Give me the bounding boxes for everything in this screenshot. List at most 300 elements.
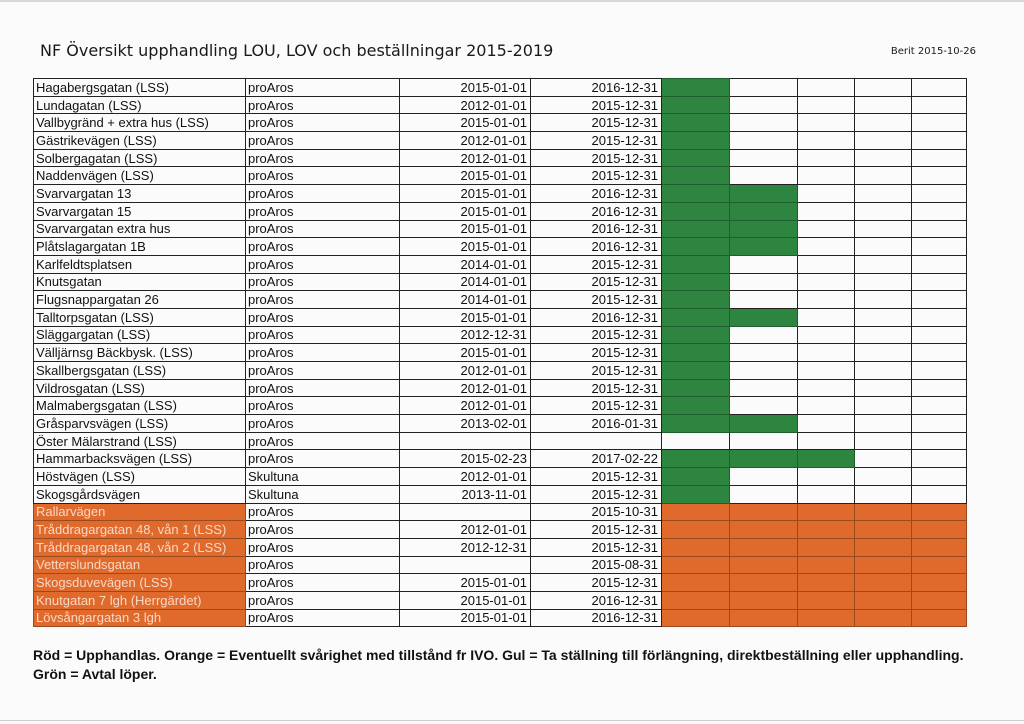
start-date-cell: 2015-02-23 bbox=[400, 450, 531, 468]
start-date-cell: 2013-11-01 bbox=[400, 485, 531, 503]
end-date-cell: 2015-12-31 bbox=[531, 521, 662, 539]
end-date-cell: 2015-08-31 bbox=[531, 556, 662, 574]
page-top-edge bbox=[0, 0, 1024, 2]
status-cell-1 bbox=[662, 609, 730, 627]
start-date-cell: 2012-01-01 bbox=[400, 96, 531, 114]
status-cell-5 bbox=[912, 149, 967, 167]
start-date-cell: 2015-01-01 bbox=[400, 185, 531, 203]
site-name-cell: Välljärnsg Bäckbysk. (LSS) bbox=[34, 344, 246, 362]
table-row bbox=[34, 415, 967, 433]
status-cell-5 bbox=[912, 432, 967, 450]
status-cell-3 bbox=[798, 485, 855, 503]
status-cell-2 bbox=[730, 574, 798, 592]
status-cell-3 bbox=[798, 503, 855, 521]
status-cell-2 bbox=[730, 415, 798, 433]
status-cell-1 bbox=[662, 468, 730, 486]
status-cell-4 bbox=[855, 591, 912, 609]
end-date-cell bbox=[531, 432, 662, 450]
status-cell-1 bbox=[662, 79, 730, 97]
status-cell-2 bbox=[730, 538, 798, 556]
page-bottom-edge bbox=[0, 720, 1024, 721]
table-row bbox=[34, 238, 967, 256]
status-cell-4 bbox=[855, 609, 912, 627]
provider-cell: proAros bbox=[246, 132, 400, 150]
status-cell-4 bbox=[855, 202, 912, 220]
provider-cell: proAros bbox=[246, 415, 400, 433]
site-name-cell: Talltorpsgatan (LSS) bbox=[34, 308, 246, 326]
end-date-cell: 2015-12-31 bbox=[531, 344, 662, 362]
status-cell-2 bbox=[730, 450, 798, 468]
status-cell-1 bbox=[662, 521, 730, 539]
status-cell-3 bbox=[798, 397, 855, 415]
start-date-cell: 2015-01-01 bbox=[400, 202, 531, 220]
end-date-cell: 2016-12-31 bbox=[531, 238, 662, 256]
status-cell-3 bbox=[798, 273, 855, 291]
status-cell-3 bbox=[798, 202, 855, 220]
start-date-cell: 2012-01-01 bbox=[400, 379, 531, 397]
end-date-cell: 2015-12-31 bbox=[531, 538, 662, 556]
end-date-cell: 2017-02-22 bbox=[531, 450, 662, 468]
status-cell-5 bbox=[912, 379, 967, 397]
status-cell-1 bbox=[662, 450, 730, 468]
status-cell-2 bbox=[730, 238, 798, 256]
status-cell-3 bbox=[798, 114, 855, 132]
table-row bbox=[34, 326, 967, 344]
site-name-cell: Naddenvägen (LSS) bbox=[34, 167, 246, 185]
status-cell-3 bbox=[798, 220, 855, 238]
status-cell-3 bbox=[798, 574, 855, 592]
status-cell-2 bbox=[730, 114, 798, 132]
site-name-cell: Tråddragargatan 48, vån 1 (LSS) bbox=[34, 521, 246, 539]
site-name-cell: Flugsnappargatan 26 bbox=[34, 291, 246, 309]
site-name-cell: Vetterslundsgatan bbox=[34, 556, 246, 574]
site-name-cell: Vildrosgatan (LSS) bbox=[34, 379, 246, 397]
status-cell-3 bbox=[798, 556, 855, 574]
status-cell-5 bbox=[912, 468, 967, 486]
provider-cell: proAros bbox=[246, 450, 400, 468]
table-row bbox=[34, 591, 967, 609]
status-cell-5 bbox=[912, 220, 967, 238]
site-name-cell: Skallbergsgatan (LSS) bbox=[34, 362, 246, 380]
status-cell-4 bbox=[855, 220, 912, 238]
status-cell-4 bbox=[855, 556, 912, 574]
status-cell-5 bbox=[912, 574, 967, 592]
start-date-cell: 2015-01-01 bbox=[400, 344, 531, 362]
status-cell-2 bbox=[730, 379, 798, 397]
provider-cell: proAros bbox=[246, 538, 400, 556]
table-row bbox=[34, 114, 967, 132]
start-date-cell: 2015-01-01 bbox=[400, 609, 531, 627]
status-cell-5 bbox=[912, 291, 967, 309]
status-cell-1 bbox=[662, 326, 730, 344]
status-cell-4 bbox=[855, 114, 912, 132]
status-cell-1 bbox=[662, 432, 730, 450]
status-cell-4 bbox=[855, 362, 912, 380]
status-cell-4 bbox=[855, 238, 912, 256]
start-date-cell: 2014-01-01 bbox=[400, 291, 531, 309]
provider-cell: Skultuna bbox=[246, 485, 400, 503]
status-cell-5 bbox=[912, 397, 967, 415]
end-date-cell: 2015-12-31 bbox=[531, 132, 662, 150]
table-row bbox=[34, 450, 967, 468]
start-date-cell: 2012-12-31 bbox=[400, 326, 531, 344]
status-cell-4 bbox=[855, 485, 912, 503]
status-cell-1 bbox=[662, 273, 730, 291]
provider-cell: Skultuna bbox=[246, 468, 400, 486]
site-name-cell: Höstvägen (LSS) bbox=[34, 468, 246, 486]
status-cell-4 bbox=[855, 326, 912, 344]
status-cell-4 bbox=[855, 503, 912, 521]
status-cell-3 bbox=[798, 379, 855, 397]
status-cell-1 bbox=[662, 167, 730, 185]
end-date-cell: 2016-12-31 bbox=[531, 609, 662, 627]
end-date-cell: 2015-12-31 bbox=[531, 326, 662, 344]
status-cell-1 bbox=[662, 185, 730, 203]
end-date-cell: 2015-12-31 bbox=[531, 485, 662, 503]
end-date-cell: 2015-10-31 bbox=[531, 503, 662, 521]
start-date-cell: 2015-01-01 bbox=[400, 114, 531, 132]
table-row bbox=[34, 485, 967, 503]
status-cell-4 bbox=[855, 344, 912, 362]
site-name-cell: Vallbygränd + extra hus (LSS) bbox=[34, 114, 246, 132]
status-cell-4 bbox=[855, 185, 912, 203]
status-cell-1 bbox=[662, 415, 730, 433]
status-cell-4 bbox=[855, 132, 912, 150]
site-name-cell: Lundagatan (LSS) bbox=[34, 96, 246, 114]
table-body bbox=[34, 79, 967, 627]
status-cell-5 bbox=[912, 185, 967, 203]
end-date-cell: 2015-12-31 bbox=[531, 291, 662, 309]
end-date-cell: 2016-12-31 bbox=[531, 185, 662, 203]
status-cell-5 bbox=[912, 114, 967, 132]
status-cell-2 bbox=[730, 485, 798, 503]
status-cell-2 bbox=[730, 185, 798, 203]
site-name-cell: Hammarbacksvägen (LSS) bbox=[34, 450, 246, 468]
provider-cell: proAros bbox=[246, 79, 400, 97]
table-row bbox=[34, 220, 967, 238]
status-cell-2 bbox=[730, 79, 798, 97]
status-cell-4 bbox=[855, 167, 912, 185]
status-cell-5 bbox=[912, 238, 967, 256]
status-cell-1 bbox=[662, 556, 730, 574]
table-row bbox=[34, 202, 967, 220]
provider-cell: proAros bbox=[246, 591, 400, 609]
status-cell-1 bbox=[662, 591, 730, 609]
table-row bbox=[34, 185, 967, 203]
status-cell-4 bbox=[855, 273, 912, 291]
table-row bbox=[34, 468, 967, 486]
status-cell-3 bbox=[798, 521, 855, 539]
end-date-cell: 2016-12-31 bbox=[531, 591, 662, 609]
status-cell-1 bbox=[662, 397, 730, 415]
start-date-cell bbox=[400, 432, 531, 450]
status-cell-4 bbox=[855, 79, 912, 97]
status-cell-4 bbox=[855, 468, 912, 486]
site-name-cell: Släggargatan (LSS) bbox=[34, 326, 246, 344]
site-name-cell: Solbergagatan (LSS) bbox=[34, 149, 246, 167]
site-name-cell: Rallarvägen bbox=[34, 503, 246, 521]
status-cell-5 bbox=[912, 344, 967, 362]
status-cell-2 bbox=[730, 468, 798, 486]
start-date-cell: 2012-01-01 bbox=[400, 468, 531, 486]
table-row bbox=[34, 344, 967, 362]
author-date: Berit 2015-10-26 bbox=[890, 46, 976, 57]
provider-cell: proAros bbox=[246, 308, 400, 326]
table-row bbox=[34, 96, 967, 114]
site-name-cell: Gästrikevägen (LSS) bbox=[34, 132, 246, 150]
status-cell-5 bbox=[912, 308, 967, 326]
status-cell-2 bbox=[730, 273, 798, 291]
status-cell-5 bbox=[912, 255, 967, 273]
status-cell-2 bbox=[730, 556, 798, 574]
status-cell-3 bbox=[798, 167, 855, 185]
status-cell-2 bbox=[730, 432, 798, 450]
status-cell-2 bbox=[730, 362, 798, 380]
start-date-cell: 2015-01-01 bbox=[400, 591, 531, 609]
status-cell-3 bbox=[798, 432, 855, 450]
provider-cell: proAros bbox=[246, 114, 400, 132]
provider-cell: proAros bbox=[246, 326, 400, 344]
status-cell-4 bbox=[855, 255, 912, 273]
start-date-cell: 2014-01-01 bbox=[400, 255, 531, 273]
table-row bbox=[34, 273, 967, 291]
status-cell-4 bbox=[855, 379, 912, 397]
site-name-cell: Gråsparvsvägen (LSS) bbox=[34, 415, 246, 433]
status-cell-3 bbox=[798, 609, 855, 627]
site-name-cell: Hagabergsgatan (LSS) bbox=[34, 79, 246, 97]
table-row bbox=[34, 503, 967, 521]
status-cell-4 bbox=[855, 538, 912, 556]
table-row bbox=[34, 574, 967, 592]
table-row bbox=[34, 79, 967, 97]
site-name-cell: Svarvargatan 13 bbox=[34, 185, 246, 203]
site-name-cell: Svarvargatan 15 bbox=[34, 202, 246, 220]
status-cell-3 bbox=[798, 149, 855, 167]
status-cell-3 bbox=[798, 415, 855, 433]
end-date-cell: 2015-12-31 bbox=[531, 362, 662, 380]
provider-cell: proAros bbox=[246, 432, 400, 450]
status-cell-4 bbox=[855, 432, 912, 450]
site-name-cell: Knutsgatan bbox=[34, 273, 246, 291]
status-cell-5 bbox=[912, 591, 967, 609]
end-date-cell: 2016-12-31 bbox=[531, 79, 662, 97]
page-title: NF Översikt upphandling LOU, LOV och beställningar 2015-2019 bbox=[40, 41, 554, 60]
status-cell-1 bbox=[662, 96, 730, 114]
provider-cell: proAros bbox=[246, 574, 400, 592]
site-name-cell: Skogsgårdsvägen bbox=[34, 485, 246, 503]
status-cell-3 bbox=[798, 468, 855, 486]
start-date-cell: 2015-01-01 bbox=[400, 79, 531, 97]
status-cell-1 bbox=[662, 132, 730, 150]
status-cell-1 bbox=[662, 255, 730, 273]
end-date-cell: 2015-12-31 bbox=[531, 114, 662, 132]
status-cell-3 bbox=[798, 291, 855, 309]
end-date-cell: 2015-12-31 bbox=[531, 468, 662, 486]
status-cell-3 bbox=[798, 538, 855, 556]
status-cell-4 bbox=[855, 450, 912, 468]
end-date-cell: 2015-12-31 bbox=[531, 397, 662, 415]
provider-cell: proAros bbox=[246, 291, 400, 309]
start-date-cell: 2013-02-01 bbox=[400, 415, 531, 433]
table-row bbox=[34, 167, 967, 185]
status-cell-5 bbox=[912, 521, 967, 539]
table-row bbox=[34, 362, 967, 380]
status-cell-4 bbox=[855, 149, 912, 167]
status-cell-1 bbox=[662, 379, 730, 397]
status-cell-2 bbox=[730, 255, 798, 273]
start-date-cell: 2012-12-31 bbox=[400, 538, 531, 556]
status-cell-3 bbox=[798, 591, 855, 609]
provider-cell: proAros bbox=[246, 220, 400, 238]
contracts-table bbox=[33, 78, 967, 627]
status-cell-2 bbox=[730, 149, 798, 167]
provider-cell: proAros bbox=[246, 609, 400, 627]
status-cell-1 bbox=[662, 574, 730, 592]
status-cell-1 bbox=[662, 344, 730, 362]
provider-cell: proAros bbox=[246, 255, 400, 273]
status-cell-3 bbox=[798, 450, 855, 468]
status-cell-1 bbox=[662, 485, 730, 503]
status-cell-5 bbox=[912, 132, 967, 150]
status-cell-3 bbox=[798, 79, 855, 97]
site-name-cell: Knutgatan 7 lgh (Herrgärdet) bbox=[34, 591, 246, 609]
table-row bbox=[34, 609, 967, 627]
status-cell-4 bbox=[855, 415, 912, 433]
status-cell-2 bbox=[730, 132, 798, 150]
status-cell-5 bbox=[912, 415, 967, 433]
status-cell-1 bbox=[662, 114, 730, 132]
status-cell-5 bbox=[912, 273, 967, 291]
status-cell-1 bbox=[662, 308, 730, 326]
provider-cell: proAros bbox=[246, 397, 400, 415]
status-cell-2 bbox=[730, 503, 798, 521]
status-cell-3 bbox=[798, 308, 855, 326]
status-cell-5 bbox=[912, 556, 967, 574]
start-date-cell: 2014-01-01 bbox=[400, 273, 531, 291]
status-cell-4 bbox=[855, 96, 912, 114]
site-name-cell: Svarvargatan extra hus bbox=[34, 220, 246, 238]
status-cell-4 bbox=[855, 574, 912, 592]
status-cell-1 bbox=[662, 291, 730, 309]
status-cell-5 bbox=[912, 326, 967, 344]
status-cell-4 bbox=[855, 397, 912, 415]
status-cell-4 bbox=[855, 308, 912, 326]
table-row bbox=[34, 556, 967, 574]
end-date-cell: 2015-12-31 bbox=[531, 574, 662, 592]
table-row bbox=[34, 397, 967, 415]
status-cell-4 bbox=[855, 521, 912, 539]
end-date-cell: 2016-01-31 bbox=[531, 415, 662, 433]
end-date-cell: 2015-12-31 bbox=[531, 149, 662, 167]
status-cell-4 bbox=[855, 291, 912, 309]
provider-cell: proAros bbox=[246, 556, 400, 574]
status-cell-2 bbox=[730, 308, 798, 326]
table-row bbox=[34, 291, 967, 309]
start-date-cell bbox=[400, 503, 531, 521]
status-cell-2 bbox=[730, 291, 798, 309]
provider-cell: proAros bbox=[246, 344, 400, 362]
status-cell-1 bbox=[662, 538, 730, 556]
status-cell-2 bbox=[730, 202, 798, 220]
site-name-cell: Skogsduvevägen (LSS) bbox=[34, 574, 246, 592]
provider-cell: proAros bbox=[246, 149, 400, 167]
status-cell-3 bbox=[798, 326, 855, 344]
start-date-cell: 2012-01-01 bbox=[400, 132, 531, 150]
site-name-cell: Malmabergsgatan (LSS) bbox=[34, 397, 246, 415]
provider-cell: proAros bbox=[246, 185, 400, 203]
provider-cell: proAros bbox=[246, 273, 400, 291]
status-cell-1 bbox=[662, 503, 730, 521]
provider-cell: proAros bbox=[246, 96, 400, 114]
end-date-cell: 2015-12-31 bbox=[531, 379, 662, 397]
start-date-cell: 2012-01-01 bbox=[400, 397, 531, 415]
status-cell-2 bbox=[730, 220, 798, 238]
provider-cell: proAros bbox=[246, 503, 400, 521]
table-row bbox=[34, 538, 967, 556]
status-cell-5 bbox=[912, 538, 967, 556]
end-date-cell: 2016-12-31 bbox=[531, 220, 662, 238]
provider-cell: proAros bbox=[246, 379, 400, 397]
start-date-cell: 2012-01-01 bbox=[400, 149, 531, 167]
end-date-cell: 2015-12-31 bbox=[531, 96, 662, 114]
site-name-cell: Karlfeldtsplatsen bbox=[34, 255, 246, 273]
start-date-cell bbox=[400, 556, 531, 574]
status-cell-1 bbox=[662, 220, 730, 238]
table-row bbox=[34, 521, 967, 539]
status-cell-1 bbox=[662, 362, 730, 380]
table-row bbox=[34, 255, 967, 273]
status-cell-5 bbox=[912, 362, 967, 380]
status-cell-2 bbox=[730, 326, 798, 344]
status-cell-2 bbox=[730, 397, 798, 415]
status-cell-3 bbox=[798, 96, 855, 114]
provider-cell: proAros bbox=[246, 202, 400, 220]
status-cell-5 bbox=[912, 167, 967, 185]
status-cell-2 bbox=[730, 521, 798, 539]
status-cell-5 bbox=[912, 503, 967, 521]
start-date-cell: 2015-01-01 bbox=[400, 308, 531, 326]
start-date-cell: 2015-01-01 bbox=[400, 220, 531, 238]
status-cell-3 bbox=[798, 255, 855, 273]
end-date-cell: 2016-12-31 bbox=[531, 308, 662, 326]
status-cell-2 bbox=[730, 609, 798, 627]
status-cell-5 bbox=[912, 96, 967, 114]
start-date-cell: 2015-01-01 bbox=[400, 167, 531, 185]
provider-cell: proAros bbox=[246, 167, 400, 185]
table-row bbox=[34, 432, 967, 450]
start-date-cell: 2012-01-01 bbox=[400, 521, 531, 539]
provider-cell: proAros bbox=[246, 238, 400, 256]
provider-cell: proAros bbox=[246, 521, 400, 539]
end-date-cell: 2015-12-31 bbox=[531, 273, 662, 291]
status-cell-1 bbox=[662, 202, 730, 220]
status-cell-5 bbox=[912, 202, 967, 220]
table-row bbox=[34, 132, 967, 150]
status-cell-3 bbox=[798, 185, 855, 203]
end-date-cell: 2015-12-31 bbox=[531, 167, 662, 185]
status-cell-3 bbox=[798, 238, 855, 256]
status-cell-3 bbox=[798, 362, 855, 380]
table-row bbox=[34, 379, 967, 397]
status-cell-2 bbox=[730, 167, 798, 185]
status-cell-5 bbox=[912, 485, 967, 503]
status-cell-2 bbox=[730, 591, 798, 609]
status-cell-1 bbox=[662, 238, 730, 256]
status-cell-3 bbox=[798, 132, 855, 150]
site-name-cell: Öster Mälarstrand (LSS) bbox=[34, 432, 246, 450]
color-legend: Röd = Upphandlas. Orange = Eventuellt svårighet med tillstånd fr IVO. Gul = Ta ställning till förlängning, direktbeställning eller upphandling. Grön = Avtal löper. bbox=[33, 647, 964, 682]
start-date-cell: 2012-01-01 bbox=[400, 362, 531, 380]
